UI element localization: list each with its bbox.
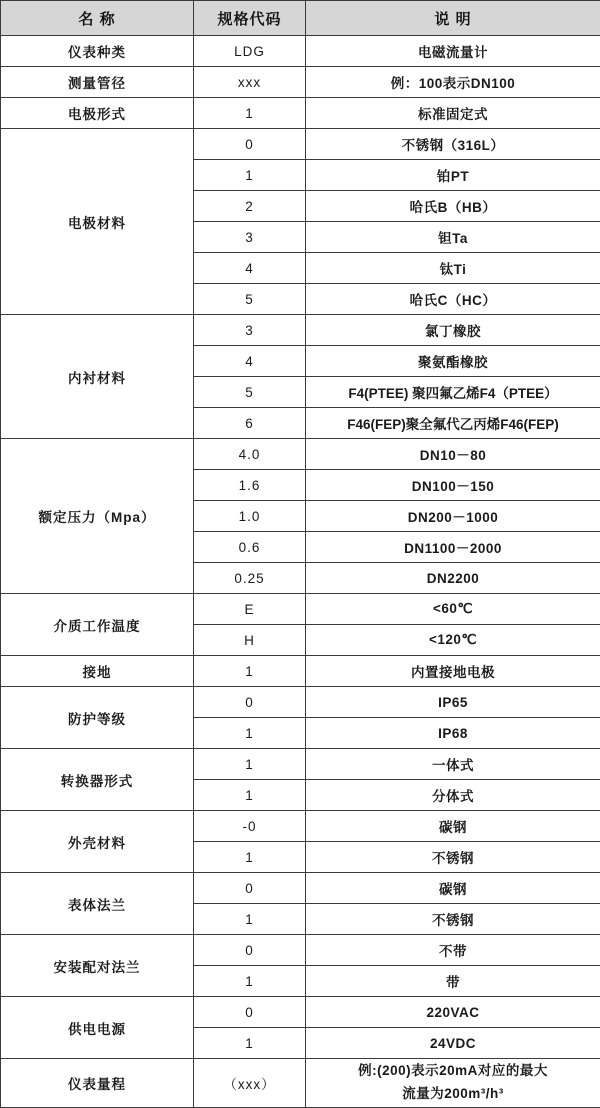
column-header-name: 名 称 (1, 1, 194, 36)
row-name: 外壳材料 (1, 811, 194, 873)
row-description: 哈氏B（HB） (306, 191, 600, 222)
row-description: 碳钢 (306, 873, 600, 904)
row-description: IP65 (306, 687, 600, 718)
row-name: 表体法兰 (1, 873, 194, 935)
row-description: DN100－150 (306, 470, 600, 501)
row-description: DN2200 (306, 563, 600, 594)
table-row (1, 656, 600, 687)
row-name: 仪表量程 (1, 1059, 194, 1108)
row-name: 接地 (1, 656, 194, 687)
row-description: 内置接地电极 (306, 656, 600, 687)
row-name: 防护等级 (1, 687, 194, 749)
row-code: 1.6 (194, 470, 306, 501)
table-row (1, 315, 600, 346)
row-description: 不带 (306, 935, 600, 966)
row-description: 不锈钢 (306, 904, 600, 935)
row-code: -0 (194, 811, 306, 842)
row-code: 5 (194, 377, 306, 408)
row-description: 铂PT (306, 160, 600, 191)
row-description: DN1100－2000 (306, 532, 600, 563)
row-description: 220VAC (306, 997, 600, 1028)
row-code: 1 (194, 780, 306, 811)
row-description: F46(FEP)聚全氟代乙丙烯F46(FEP) (306, 408, 600, 439)
row-code: 0 (194, 687, 306, 718)
row-code: 1 (194, 160, 306, 191)
row-code: E (194, 594, 306, 625)
row-code: 0.25 (194, 563, 306, 594)
row-description: 钽Ta (306, 222, 600, 253)
row-code: 1.0 (194, 501, 306, 532)
row-description: 一体式 (306, 749, 600, 780)
row-code: LDG (194, 36, 306, 67)
row-description: 电磁流量计 (306, 36, 600, 67)
row-code: 0 (194, 873, 306, 904)
table-row (1, 873, 600, 904)
row-description: IP68 (306, 718, 600, 749)
row-description: <60℃ (306, 594, 600, 625)
row-code: 4.0 (194, 439, 306, 470)
row-description: 氯丁橡胶 (306, 315, 600, 346)
row-description: DN10－80 (306, 439, 600, 470)
row-name: 测量管径 (1, 67, 194, 98)
row-name: 内衬材料 (1, 315, 194, 439)
table-row (1, 129, 600, 160)
row-code: 1 (194, 1028, 306, 1059)
row-code: xxx (194, 67, 306, 98)
row-description: F4(PTEE) 聚四氟乙烯F4（PTEE） (306, 377, 600, 408)
row-description: 碳钢 (306, 811, 600, 842)
row-name: 转换器形式 (1, 749, 194, 811)
row-code: 0.6 (194, 532, 306, 563)
row-description: 聚氨酯橡胶 (306, 346, 600, 377)
table-row (1, 1059, 600, 1108)
row-code: H (194, 625, 306, 656)
row-code: （xxx） (194, 1059, 306, 1108)
table-row (1, 594, 600, 625)
table-body (1, 36, 600, 1108)
row-code: 6 (194, 408, 306, 439)
row-name: 介质工作温度 (1, 594, 194, 656)
row-code: 1 (194, 98, 306, 129)
row-description: 例:(200)表示20mA对应的最大 流量为200m³/h³ (306, 1059, 600, 1108)
row-code: 3 (194, 222, 306, 253)
row-name: 供电电源 (1, 997, 194, 1059)
table-row (1, 98, 600, 129)
table-row (1, 749, 600, 780)
row-code: 4 (194, 346, 306, 377)
table-header (1, 1, 600, 36)
row-description: 带 (306, 966, 600, 997)
column-header-description: 说 明 (306, 1, 600, 36)
row-description: 24VDC (306, 1028, 600, 1059)
row-name: 电极形式 (1, 98, 194, 129)
table-row (1, 997, 600, 1028)
table-row (1, 36, 600, 67)
row-name: 额定压力（Mpa） (1, 439, 194, 594)
row-description: <120℃ (306, 625, 600, 656)
row-code: 1 (194, 749, 306, 780)
row-description: 分体式 (306, 780, 600, 811)
table-row (1, 439, 600, 470)
row-code: 5 (194, 284, 306, 315)
row-name: 电极材料 (1, 129, 194, 315)
row-description: 标准固定式 (306, 98, 600, 129)
row-description: 例：100表示DN100 (306, 67, 600, 98)
table-row (1, 687, 600, 718)
row-code: 4 (194, 253, 306, 284)
row-code: 1 (194, 656, 306, 687)
row-code: 0 (194, 129, 306, 160)
row-code: 1 (194, 842, 306, 873)
table-header-row (1, 1, 600, 36)
row-code: 1 (194, 904, 306, 935)
row-description: 哈氏C（HC） (306, 284, 600, 315)
table-row (1, 811, 600, 842)
row-description: 不锈钢（316L） (306, 129, 600, 160)
row-code: 0 (194, 997, 306, 1028)
row-code: 2 (194, 191, 306, 222)
row-code: 0 (194, 935, 306, 966)
row-code: 3 (194, 315, 306, 346)
row-description: 不锈钢 (306, 842, 600, 873)
row-code: 1 (194, 718, 306, 749)
table-row (1, 67, 600, 98)
row-description: 钛Ti (306, 253, 600, 284)
row-code: 1 (194, 966, 306, 997)
row-description: DN200－1000 (306, 501, 600, 532)
row-name: 仪表种类 (1, 36, 194, 67)
table-row (1, 935, 600, 966)
row-name: 安装配对法兰 (1, 935, 194, 997)
column-header-code: 规格代码 (194, 1, 306, 36)
